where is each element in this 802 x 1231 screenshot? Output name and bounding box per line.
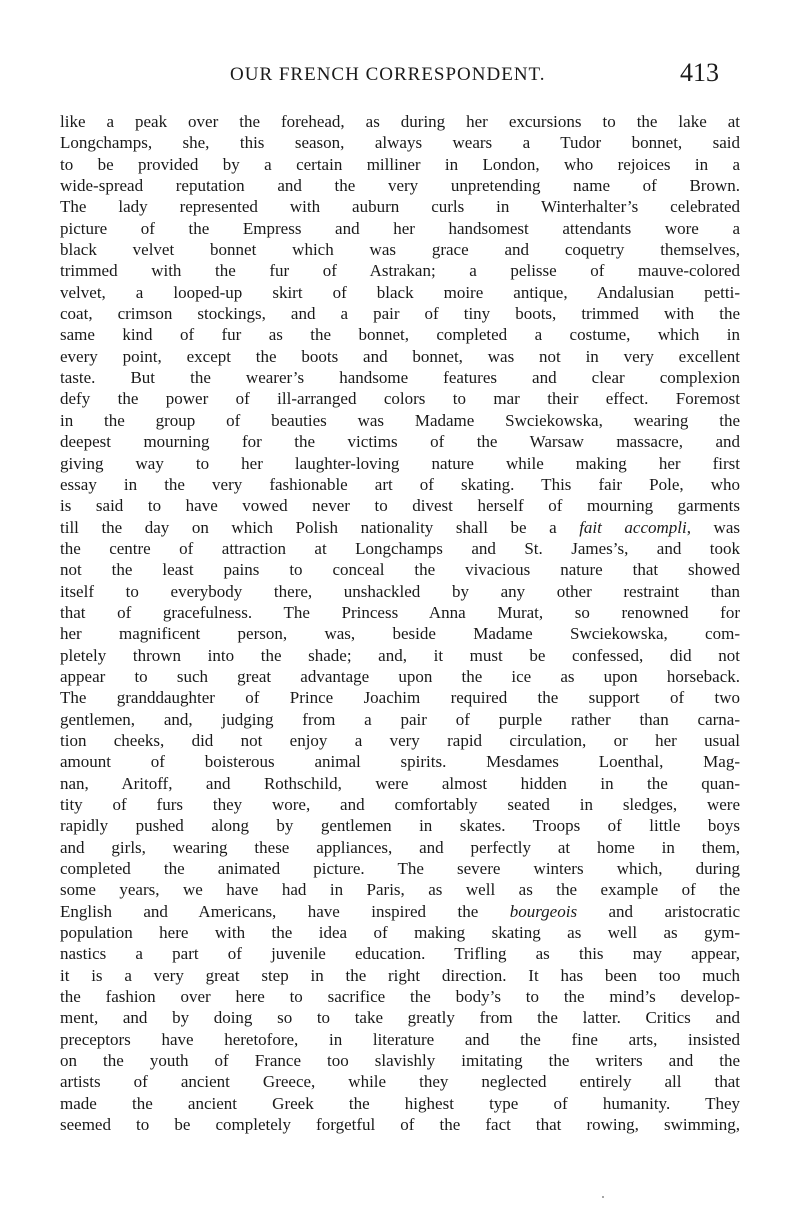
text-line: her magnificent person, was, beside Madame Swciekowska, com- bbox=[60, 624, 740, 644]
text-line: tity of furs they wore, and comfortably seated in sledges, were bbox=[60, 795, 740, 814]
text-line: gentlemen, and, judging from a pair of purple rather than carna- bbox=[60, 709, 740, 729]
text-fragment: till the day on which Polish nationality shall be a bbox=[60, 517, 580, 537]
page-number: 413 bbox=[680, 58, 719, 87]
text-line: artists of ancient Greece, while they neglected entirely all that bbox=[60, 1072, 740, 1092]
text-line: velvet, a looped-up skirt of black moire antique, Andalusian petti- bbox=[60, 282, 740, 302]
text-fragment: and aristocratic bbox=[577, 901, 740, 921]
text-line: is said to have vowed never to divest herself of mourning garments bbox=[60, 496, 740, 516]
text-line: made the ancient Greek the highest type of humanity. They bbox=[60, 1093, 740, 1113]
text-line: completed the animated picture. The severe winters which, during bbox=[60, 859, 740, 879]
text-line: in the group of beauties was Madame Swciekowska, wearing the bbox=[60, 410, 740, 430]
text-line: Longchamps, she, this season, always wears a Tudor bonnet, said bbox=[60, 133, 740, 153]
text-line: defy the power of ill-arranged colors to mar their effect. Foremost bbox=[60, 389, 740, 409]
text-line: and girls, wearing these appliances, and perfectly at home in them, bbox=[60, 837, 740, 857]
text-line: coat, crimson stockings, and a pair of tiny boots, trimmed with the bbox=[60, 304, 740, 324]
text-line: The granddaughter of Prince Joachim required the support of two bbox=[60, 688, 740, 708]
text-line: preceptors have heretofore, in literature and the fine arts, insisted bbox=[60, 1029, 740, 1049]
text-line: that of gracefulness. The Princess Anna Murat, so renowned for bbox=[60, 602, 740, 622]
text-line-with-italic bbox=[60, 901, 740, 922]
text-line: every point, except the boots and bonnet, was not in very excellent bbox=[60, 346, 740, 366]
text-line: nastics a part of juvenile education. Trifling as this may appear, bbox=[60, 944, 740, 964]
text-line: picture of the Empress and her handsomest attendants wore a bbox=[60, 218, 740, 238]
text-line: giving way to her laughter-loving nature while making her first bbox=[60, 453, 740, 473]
text-line: not the least pains to conceal the vivacious nature that showed bbox=[60, 560, 740, 580]
text-line: it is a very great step in the right direction. It has been too much bbox=[60, 965, 740, 985]
body-text bbox=[60, 111, 740, 1136]
text-line: appear to such great advantage upon the ice as upon horseback. bbox=[60, 666, 740, 686]
text-line: on the youth of France too slavishly imitating the writers and the bbox=[60, 1051, 740, 1071]
text-line: same kind of fur as the bonnet, completed a costume, which in bbox=[60, 325, 740, 345]
text-line: rapidly pushed along by gentlemen in skates. Troops of little boys bbox=[60, 816, 740, 836]
text-line: trimmed with the fur of Astrakan; a pelisse of mauve-colored bbox=[60, 261, 740, 281]
paper-speck bbox=[602, 1196, 604, 1198]
italic-phrase: bourgeois bbox=[509, 901, 578, 921]
text-line-with-italic bbox=[60, 517, 740, 538]
text-line: deepest mourning for the victims of the Warsaw massacre, and bbox=[60, 432, 740, 452]
text-line: The lady represented with auburn curls in Winterhalter’s celebrated bbox=[60, 197, 740, 217]
text-line: essay in the very fashionable art of skating. This fair Pole, who bbox=[60, 474, 740, 494]
text-line: black velvet bonnet which was grace and coquetry themselves, bbox=[60, 240, 740, 260]
text-line: wide-spread reputation and the very unpretending name of Brown. bbox=[60, 176, 740, 196]
text-line: itself to everybody there, unshackled by any other restraint than bbox=[60, 581, 740, 601]
text-line: like a peak over the forehead, as during her excursions to the lake at bbox=[60, 112, 740, 131]
text-line: to be provided by a certain milliner in London, who rejoices in a bbox=[60, 154, 740, 174]
text-line: pletely thrown into the shade; and, it must be confessed, did not bbox=[60, 645, 740, 665]
text-line: some years, we have had in Paris, as well as the example of the bbox=[60, 880, 740, 900]
text-fragment: English and Americans, have inspired the bbox=[60, 901, 510, 921]
text-fragment: , was bbox=[686, 517, 740, 537]
text-line: tion cheeks, did not enjoy a very rapid circulation, or her usual bbox=[60, 730, 740, 750]
text-line: population here with the idea of making skating as well as gym- bbox=[60, 923, 740, 943]
text-line: taste. But the wearer’s handsome features and clear complexion bbox=[60, 368, 740, 388]
text-line: ment, and by doing so to take greatly from the latter. Critics and bbox=[60, 1008, 740, 1028]
text-line: nan, Aritoff, and Rothschild, were almost hidden in the quan- bbox=[60, 773, 740, 793]
text-line: amount of boisterous animal spirits. Mesdames Loenthal, Mag- bbox=[60, 752, 740, 772]
running-title: OUR FRENCH CORRESPONDENT. bbox=[230, 64, 546, 85]
text-line: the centre of attraction at Longchamps and St. James’s, and took bbox=[60, 538, 740, 558]
text-line: the fashion over here to sacrifice the body’s to the mind’s develop- bbox=[60, 987, 740, 1007]
text-line: seemed to be completely forgetful of the fact that rowing, swimming, bbox=[60, 1115, 740, 1135]
italic-phrase: fait accompli bbox=[579, 517, 687, 537]
